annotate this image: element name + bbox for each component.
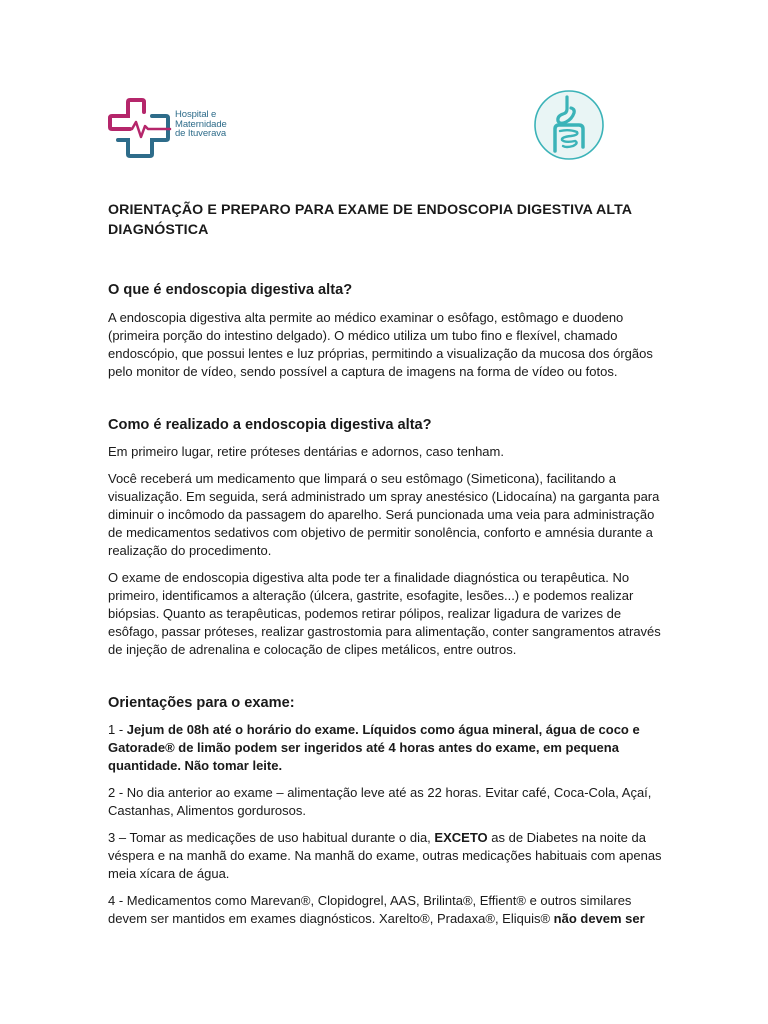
item-text: 4 - Medicamentos como Marevan®, Clopidogrel, AAS, Brilinta®, Effient® e outros similares devem ser mantidos em exames diagnósticos. Xarelto®, Pradaxa®, Eliquis® <box>108 893 632 926</box>
orientation-item-4 <box>108 892 668 928</box>
digestive-system-icon <box>533 89 605 161</box>
orientation-item-1 <box>108 721 668 775</box>
paragraph: A endoscopia digestiva alta permite ao médico examinar o esôfago, estômago e duodeno (primeira porção do intestino delgado). O médico utiliza um tubo fino e flexível, chamado endoscópio, que possui lentes e luz próprias, permitindo a visualização da mucosa dos órgãos pelo monitor de vídeo, sendo possível a captura de imagens na forma de vídeo ou fotos. <box>108 310 653 379</box>
paragraph: Você receberá um medicamento que limpará o seu estômago (Simeticona), facilitando a visualização. Em seguida, será administrado um spray anestésico (Lidocaína) na garganta para diminuir o incômodo da passagem do aparelho. Será puncionada uma veia para administração de medicamentos sedativos com objetivo de permitir sonolência, conforto e amnésia durante a realização do procedimento. <box>108 471 660 558</box>
item-bold-text: Jejum de 08h até o horário do exame. Líquidos como água mineral, água de coco e Gatorade® de limão podem ser ingeridos até 4 horas antes do exame, em pequena quantidade. Não tomar leite. <box>108 722 640 773</box>
section-heading-orientations: Orientações para o exame: <box>108 695 295 711</box>
document-title: ORIENTAÇÃO E PREPARO PARA EXAME DE ENDOSCOPIA DIGESTIVA ALTA DIAGNÓSTICA <box>108 202 632 238</box>
item-text: as de Diabetes na noite da véspera e na manhã do exame. Na manhã do exame, outras medicações habituais com apenas meia xícara de água. <box>108 830 662 881</box>
hospital-name-line: Maternidade <box>175 118 227 130</box>
orientation-item-3 <box>108 829 668 883</box>
section-heading-what-is: O que é endoscopia digestiva alta? <box>108 282 353 298</box>
item-text: 3 – Tomar as medicações de uso habitual durante o dia, <box>108 830 435 845</box>
item-bold-text: não devem ser <box>553 911 645 926</box>
hospital-logo <box>108 98 248 160</box>
digestive-logo <box>533 89 605 161</box>
hospital-name-line: Hospital e <box>175 109 217 120</box>
paragraph: O exame de endoscopia digestiva alta pode ter a finalidade diagnóstica ou terapêutica. No primeiro, identificamos a alteração (úlcera, gastrite, esofagite, lesões...) e podemos realizar biópsias. Quanto as terapêuticas, podemos retirar pólipos, realizar ligadura de varizes de esôfago, passar próteses, realizar gastrostomia para alimentação, conter sangramentos através de injeção de adrenalina e colocação de clipes metálicos, entre outros. <box>108 570 661 657</box>
item-number: 1 - <box>108 722 127 737</box>
hospital-name <box>175 110 227 139</box>
item-bold-text: EXCETO <box>434 830 488 845</box>
section-heading-how-is-done: Como é realizado a endoscopia digestiva alta? <box>108 417 432 433</box>
paragraph: Em primeiro lugar, retire próteses dentárias e adornos, caso tenham. <box>108 444 504 459</box>
hospital-cross-heartbeat-icon <box>108 98 172 160</box>
document-body <box>108 200 668 928</box>
orientation-item-2: 2 - No dia anterior ao exame – alimentação leve até as 22 horas. Evitar café, Coca-Cola, Açaí, Castanhas, Alimentos gordurosos. <box>108 785 652 818</box>
hospital-name-line: de Ituverava <box>175 128 227 139</box>
